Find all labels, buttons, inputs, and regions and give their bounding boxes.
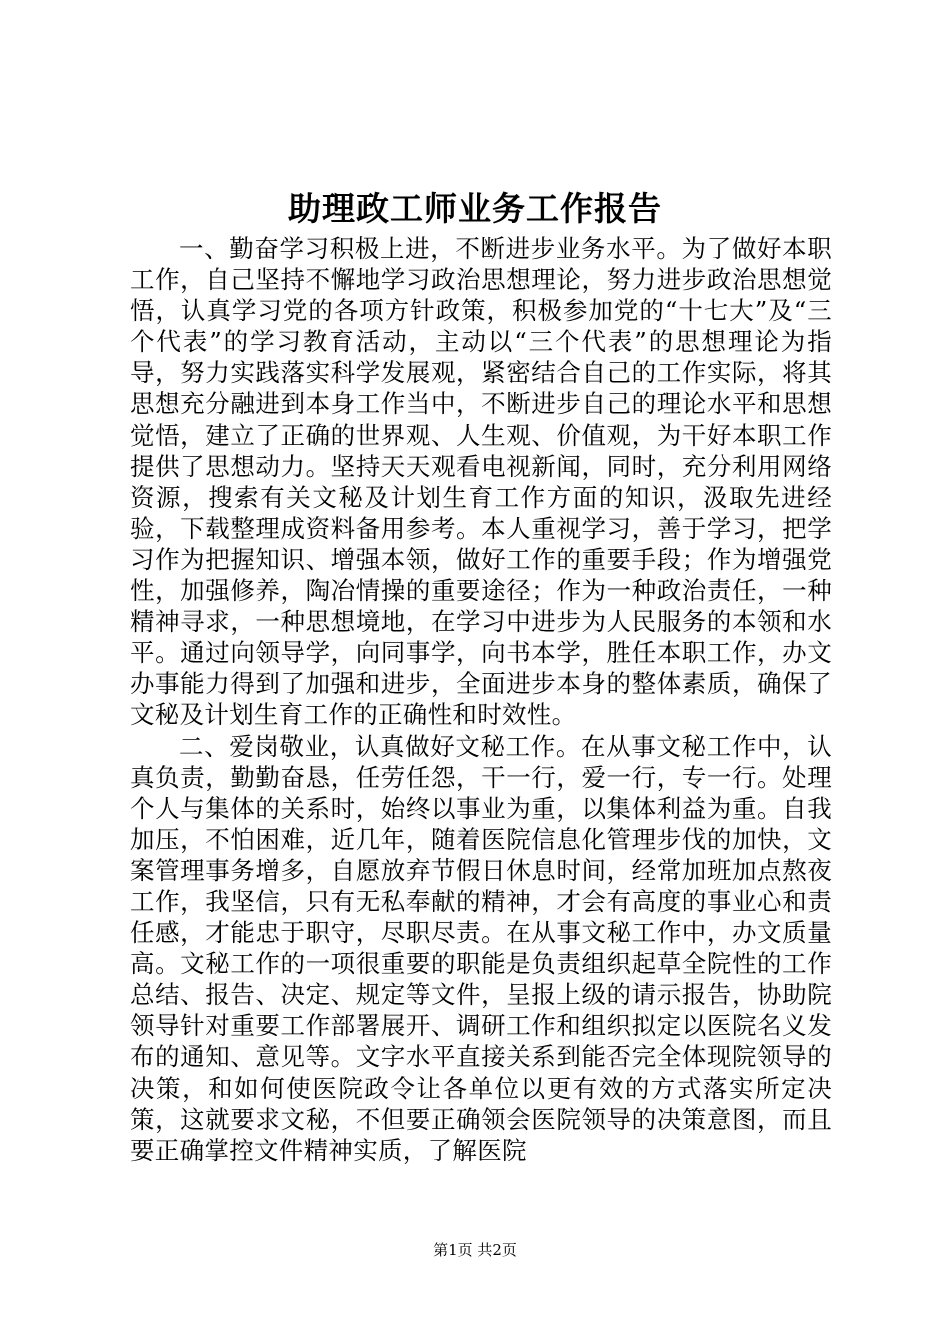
page-footer: 第1页 共2页 <box>433 1241 517 1259</box>
document-body <box>130 233 832 1166</box>
paragraph-1: 一、勤奋学习积极上进，不断进步业务水平。为了做好本职工作，自己坚持不懈地学习政治思想理论，努力进步政治思想觉悟，认真学习党的各项方针政策，积极参加党的“十七大”及“三个代表”的学习教育活动，主动以“三个代表”的思想理论为指导，努力实践落实科学发展观，紧密结合自己的工作实际，将其思想充分融进到本身工作当中，不断进步自己的理论水平和思想觉悟，建立了正确的世界观、人生观、价值观，为干好本职工作提供了思想动力。坚持天天观看电视新闻，同时，充分利用网络资源，搜索有关文秘及计划生育工作方面的知识，汲取先进经验，下载整理成资料备用参考。本人重视学习，善于学习，把学习作为把握知识、增强本领，做好工作的重要手段；作为增强党性，加强修养，陶冶情操的重要途径；作为一种政治责任，一种精神寻求，一种思想境地，在学习中进步为人民服务的本领和水平。通过向领导学，向同事学，向书本学，胜任本职工作，办文办事能力得到了加强和进步，全面进步本身的整体素质，确保了文秘及计划生育工作的正确性和时效性。 <box>130 234 832 730</box>
document-title: 助理政工师业务工作报告 <box>288 189 662 228</box>
paragraph-2: 二、爱岗敬业，认真做好文秘工作。在从事文秘工作中，认真负责，勤勤奋恳，任劳任怨，干一行，爱一行，专一行。处理个人与集体的关系时，始终以事业为重，以集体利益为重。自我加压，不怕困难，近几年，随着医院信息化管理步伐的加快，文案管理事务增多，自愿放弃节假日休息时间，经常加班加点熬夜工作，我坚信，只有无私奉献的精神，才会有高度的事业心和责任感，才能忠于职守，尽职尽责。在从事文秘工作中，办文质量高。文秘工作的一项很重要的职能是负责组织起草全院性的工作总结、报告、决定、规定等文件，呈报上级的请示报告，协助院领导针对重要工作部署展开、调研工作和组织拟定以医院名义发布的通知、意见等。文字水平直接关系到能否完全体现院领导的决策，和如何使医院政令让各单位以更有效的方式落实所定决策，这就要求文秘，不但要正确领会医院领导的决策意图，而且要正确掌控文件精神实质，了解医院 <box>130 731 832 1165</box>
